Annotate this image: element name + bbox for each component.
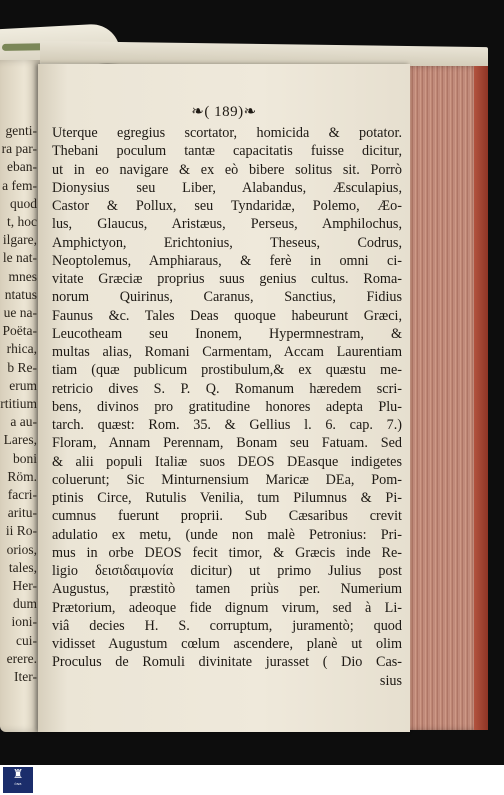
text-line: bens, divinos pro gratitudine honores adepta Plu- <box>52 398 402 415</box>
left-page-fragment: genti- <box>5 123 37 138</box>
left-page-fragment: ntatus <box>4 286 37 302</box>
text-line: ut in eo navigare & ex eò bibere solitus sit. Porrò <box>52 161 402 178</box>
text-line: cumnus fuerunt proprii. Sub Cæsaribus crevit <box>52 508 402 525</box>
crest-glyph: ♜ <box>12 767 24 781</box>
text-line: Floram, Annam Perennam, Bonam seu Fatuam. Sed <box>52 435 402 452</box>
text-line: Castor & Pollux, seu Tyndaridæ, Polemo, Æo- <box>52 198 402 214</box>
text-line: vitate Græciæ proprius suus genius cultus. Roma- <box>52 271 402 287</box>
text-line: coluerunt; Sic Minturnensium Maricæ DEa, Pom- <box>52 471 402 488</box>
text-line: Neoptolemus, Amphiaraus, & ferè in omni ci- <box>52 252 402 269</box>
left-page-fragment: dum <box>12 596 37 612</box>
right-page <box>38 64 410 732</box>
left-page-fragment: Lares, <box>3 432 37 448</box>
left-page-fragment: cui- <box>16 632 37 648</box>
page-number-header: ❧( 189)❧ <box>191 104 257 120</box>
text-line: Prætorium, adeoque fide dignum virum, sed à Li- <box>52 599 402 616</box>
left-page-fragment: t, hoc <box>7 214 37 229</box>
left-page-fragment: Poëta- <box>2 323 37 339</box>
text-line: Proculus de Romuli divinitate jurasset ( Dio Cas- <box>52 654 402 671</box>
text-line: Uterque egregius scortator, homicida & potator. <box>52 125 402 141</box>
left-page-fragment: quod <box>10 195 37 211</box>
text-line: tarch. quæst: Rom. 35. & Gellius l. 6. cap. 7.) <box>52 417 402 433</box>
text-line: adulatio ex metu, (unde non malè Petronius: Pri- <box>52 526 402 543</box>
text-line: viâ decies H. S. corruptum, juramentò; quod <box>52 617 402 634</box>
left-page-fragment: boni <box>12 450 37 466</box>
left-page-fragment: ioni- <box>11 614 37 630</box>
page-edges <box>404 66 488 730</box>
left-page-fragment: le nat- <box>2 250 37 266</box>
text-line: sius <box>379 672 402 689</box>
left-page-fragment: ue na- <box>3 305 37 320</box>
footer-bar <box>0 765 504 795</box>
left-page-fragment: b Re- <box>7 359 37 375</box>
left-page <box>0 60 40 732</box>
text-line: lus, Glaucus, Aristæus, Perseus, Amphilochus, <box>52 216 402 233</box>
left-page-fragment: aritu- <box>7 505 37 521</box>
left-page-fragment: eban- <box>7 159 37 175</box>
left-page-fragment: tales, <box>8 559 37 575</box>
text-line: multas alias, Romani Carmentam, Accam Laurentiam <box>52 344 402 360</box>
library-crest-icon[interactable] <box>3 767 33 793</box>
text-line: Dionysius seu Liber, Alabandus, Æsculapius, <box>52 179 402 196</box>
left-page-fragment: mnes <box>8 268 37 284</box>
text-line: tiam (quæ publicum prostibulum,& ex quæstu me- <box>52 362 402 379</box>
text-line: Augustus, præstitò tamen priùs per. Numerium <box>52 581 402 598</box>
left-page-fragment: Her- <box>12 578 37 593</box>
left-page-fragment: ilgare, <box>2 232 37 248</box>
left-page-fragment: orios, <box>6 541 37 557</box>
left-page-fragment: Iter- <box>14 669 37 684</box>
text-line: retricio dives S. P. Q. Romanum hæredem scri- <box>52 380 402 397</box>
text-line: ligio δεισιδαιμονία dicitur) ut primo Julius post <box>52 563 402 579</box>
left-page-fragment: ra par- <box>1 141 37 157</box>
left-page-fragment: erum <box>9 377 37 393</box>
text-line: mus in orbe DEOS fecit timor, & Græcis inde Re- <box>52 544 402 561</box>
page-body-text <box>52 124 402 690</box>
text-line: ptinis Circe, Rutulis Venilia, tum Pilumnus & Pi- <box>52 490 402 506</box>
left-page-fragment: a fem- <box>2 177 37 193</box>
left-page-fragment: Röm. <box>7 468 37 484</box>
text-line: norum Quirinus, Caranus, Sanctius, Fidius <box>52 289 402 306</box>
text-line: vidisset Augustum cœlum ascendere, planè ut olim <box>52 636 402 652</box>
left-page-fragment: rhica, <box>6 341 37 357</box>
text-line: & alii populi Italiæ suos DEOS DEasque indigetes <box>52 453 402 470</box>
left-page-fragment: ii Ro- <box>5 523 37 539</box>
text-line: Leucotheam seu Inonem, Hypermnestram, & <box>52 325 402 342</box>
left-page-fragment: erere. <box>6 650 37 666</box>
logo-text: ÖNB <box>14 782 22 786</box>
left-page-fragment: facri- <box>7 487 37 502</box>
text-line: Thebani poculum tantæ capacitatis fuisse dicitur, <box>52 143 402 160</box>
left-page-fragment: a au- <box>10 414 37 430</box>
left-page-fragment: rtitium <box>0 396 37 411</box>
text-line: Faunus &c. Tales Deas quoque habeurunt Græci, <box>52 307 402 324</box>
text-line: Amphictyon, Erichtonius, Theseus, Codrus, <box>52 234 402 251</box>
